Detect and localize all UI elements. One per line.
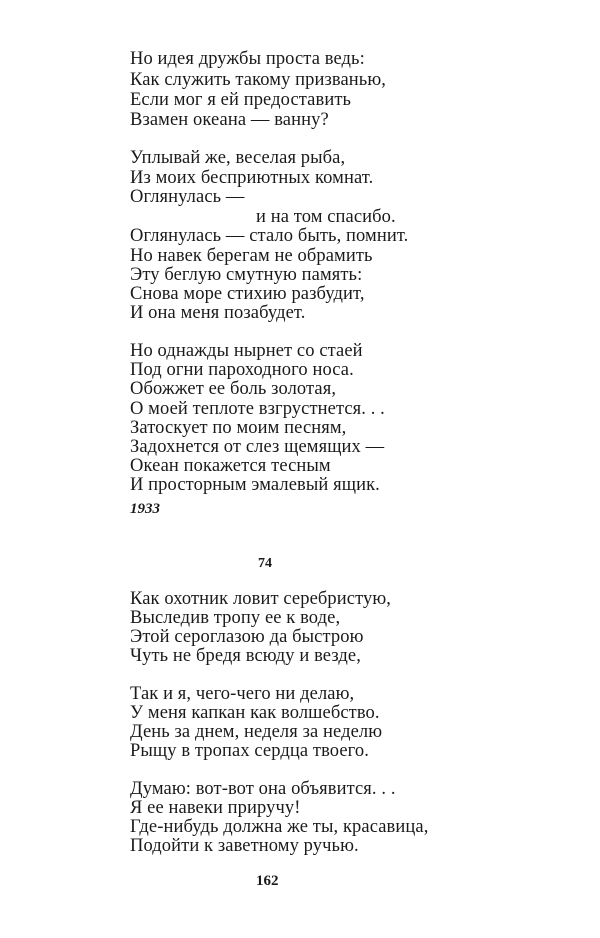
stanza-2-line-7: Эту беглую смутную память:	[130, 265, 363, 285]
stanza-2-line-1: Уплывай же, веселая рыба,	[130, 148, 346, 168]
stanza-1-line-1: Но идея дружбы проста ведь:	[130, 49, 365, 69]
stanza-6-line-4: Подойти к заветному ручью.	[130, 836, 359, 856]
stanza-4-line-4: Чуть не бредя всюду и везде,	[130, 646, 361, 666]
stanza-4-line-3: Этой сероглазою да быстрою	[130, 627, 364, 647]
stanza-2-line-8: Снова море стихию разбудит,	[130, 284, 365, 304]
stanza-2-line-4: и на том спасибо.	[256, 207, 396, 227]
stanza-2-line-5: Оглянулась — стало быть, помнит.	[130, 226, 409, 246]
stanza-6-line-2: Я ее навеки приручу!	[130, 798, 301, 818]
stanza-4-line-2: Выследив тропу ее к воде,	[130, 608, 341, 628]
stanza-3-line-5: Затоскует по моим песням,	[130, 418, 347, 438]
stanza-3-line-8: И просторным эмалевый ящик.	[130, 475, 380, 495]
stanza-3-line-3: Обожжет ее боль золотая,	[130, 379, 337, 399]
stanza-3-line-1: Но однажды нырнет со стаей	[130, 341, 363, 361]
stanza-2-line-3: Оглянулась —	[130, 187, 245, 207]
stanza-5-line-3: День за днем, неделя за неделю	[130, 722, 383, 742]
stanza-3-line-6: Задохнется от слез щемящих —	[130, 437, 385, 457]
stanza-6-line-1: Думаю: вот-вот она объявится. . .	[130, 779, 396, 799]
poem-number: 74	[258, 556, 272, 571]
stanza-4-line-1: Как охотник ловит серебристую,	[130, 589, 392, 609]
stanza-3-line-7: Океан покажется тесным	[130, 456, 331, 476]
stanza-3-line-2: Под огни пароходного носа.	[130, 360, 354, 380]
stanza-5-line-4: Рыщу в тропах сердца твоего.	[130, 741, 369, 761]
stanza-1-line-3: Если мог я ей предоставить	[130, 90, 352, 110]
stanza-2-line-2: Из моих бесприютных комнат.	[130, 168, 374, 188]
stanza-1-line-2: Как служить такому призванью,	[130, 70, 386, 90]
poem-year: 1933	[130, 501, 160, 517]
stanza-5-line-2: У меня капкан как волшебство.	[130, 703, 380, 723]
stanza-2-line-9: И она меня позабудет.	[130, 303, 306, 323]
stanza-5-line-1: Так и я, чего-чего ни делаю,	[130, 684, 355, 704]
stanza-1-line-4: Взамен океана — ванну?	[130, 110, 329, 130]
stanza-3-line-4: О моей теплоте взгрустнется. . .	[130, 399, 385, 419]
stanza-2-line-6: Но навек берегам не обрамить	[130, 246, 373, 266]
stanza-6-line-3: Где-нибудь должна же ты, красавица,	[130, 817, 429, 837]
page-number: 162	[256, 873, 279, 889]
